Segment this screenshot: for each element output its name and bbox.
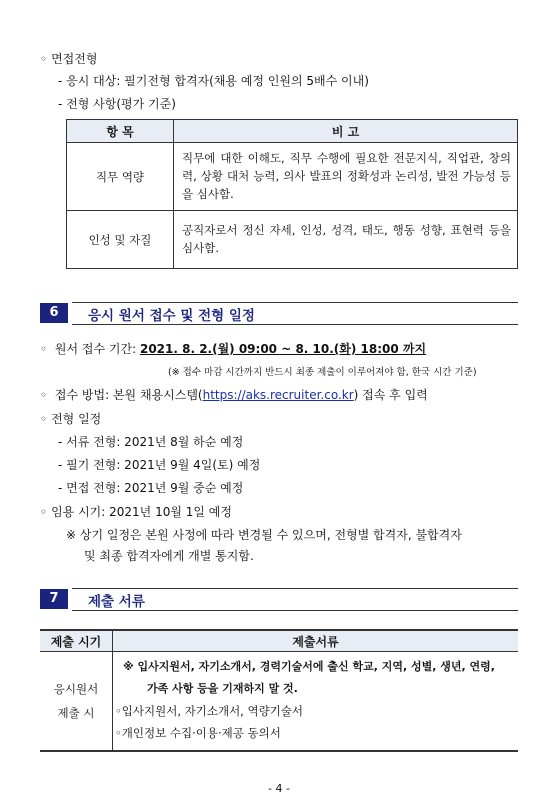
header-documents: 제출서류 <box>113 630 519 652</box>
evaluation-header-row <box>67 120 518 143</box>
header-item: 항 목 <box>67 120 174 143</box>
method-prefix: 접수 방법: 본원 채용시스템( <box>54 388 203 402</box>
page-number: - 4 - <box>268 782 290 795</box>
documents-table <box>40 629 518 752</box>
header-timing: 제출 시기 <box>40 630 113 652</box>
interview-title <box>40 50 97 67</box>
recruit-system-link[interactable]: https://aks.recruiter.co.kr <box>202 388 354 402</box>
application-method <box>40 386 428 403</box>
section-6-divider <box>72 302 518 303</box>
schedule-note-line1: ※ 상기 일정은 본원 사정에 따라 변경될 수 있으며, 전형별 합격자, 불합격자 <box>66 528 462 542</box>
schedule-item: - 면접 전형: 2021년 9월 중순 예정 <box>58 481 244 495</box>
interview-criteria-label: - 전형 사항(평가 기준) <box>58 97 176 111</box>
evaluation-desc: 공직자로서 정신 자세, 인성, 성격, 태도, 행동 성향, 표현력 등을 심사함. <box>174 211 518 269</box>
notice-line1: ※ 입사지원서, 자기소개서, 경력기술서에 출신 학교, 지역, 성별, 생년, 연령, <box>123 660 495 673</box>
documents-row <box>40 652 518 752</box>
schedule-title-text: 전형 일정 <box>51 412 102 426</box>
timing-text: 응시원서 제출 시 <box>53 682 99 720</box>
period-value: 2021. 8. 2.(월) 09:00 ~ 8. 10.(화) 18:00 까지 <box>139 342 427 356</box>
evaluation-desc: 직무에 대한 이해도, 직무 수행에 필요한 전문지식, 직업관, 창의력, 상황 대처 능력, 의사 발표의 정확성과 논리성, 발전 가능성 등을 심사함. <box>174 143 518 211</box>
documents-header-row <box>40 630 518 652</box>
schedule-title <box>40 410 101 427</box>
document-item: ◦입사지원서, 자기소개서, 역량기술서 <box>115 704 304 718</box>
evaluation-table <box>66 119 518 269</box>
schedule-item: - 필기 전형: 2021년 9월 4일(토) 예정 <box>58 458 261 472</box>
evaluation-item: 인성 및 자질 <box>67 211 174 269</box>
interview-title-text: 면접전형 <box>51 52 98 66</box>
header-remarks: 비 고 <box>174 120 518 143</box>
section-6-number: 6 <box>40 303 68 323</box>
appointment-text: 임용 시기: 2021년 10월 1일 예정 <box>51 505 232 519</box>
period-note: (※ 접수 마감 시간까지 반드시 최종 제출이 이루어져야 함, 한국 시간 기준) <box>168 367 477 378</box>
section-7-title: 제출 서류 <box>88 594 145 610</box>
section-7-underline <box>72 610 518 611</box>
documents-list <box>113 652 519 752</box>
appointment <box>40 503 232 520</box>
evaluation-row <box>67 211 518 269</box>
document-item: ◦개인정보 수집·이용·제공 동의서 <box>115 726 281 740</box>
interview-target: - 응시 대상: 필기전형 합격자(채용 예정 인원의 5배수 이내) <box>58 74 369 88</box>
notice-line2: 가족 사항 등을 기재하지 말 것. <box>147 682 298 695</box>
section-7-divider <box>72 588 518 589</box>
period-label: 원서 접수 기간: <box>54 342 137 356</box>
schedule-note-line2: 및 최종 합격자에게 개별 통지함. <box>84 549 254 563</box>
section-7-number: 7 <box>40 589 68 609</box>
method-suffix: ) 접속 후 입력 <box>353 388 428 402</box>
application-period <box>40 340 426 357</box>
evaluation-item: 직무 역량 <box>67 143 174 211</box>
evaluation-row <box>67 143 518 211</box>
documents-timing <box>40 652 113 752</box>
section-6-underline <box>72 324 518 325</box>
schedule-item: - 서류 전형: 2021년 8월 하순 예정 <box>58 435 244 449</box>
section-6-title: 응시 원서 접수 및 전형 일정 <box>88 308 255 324</box>
